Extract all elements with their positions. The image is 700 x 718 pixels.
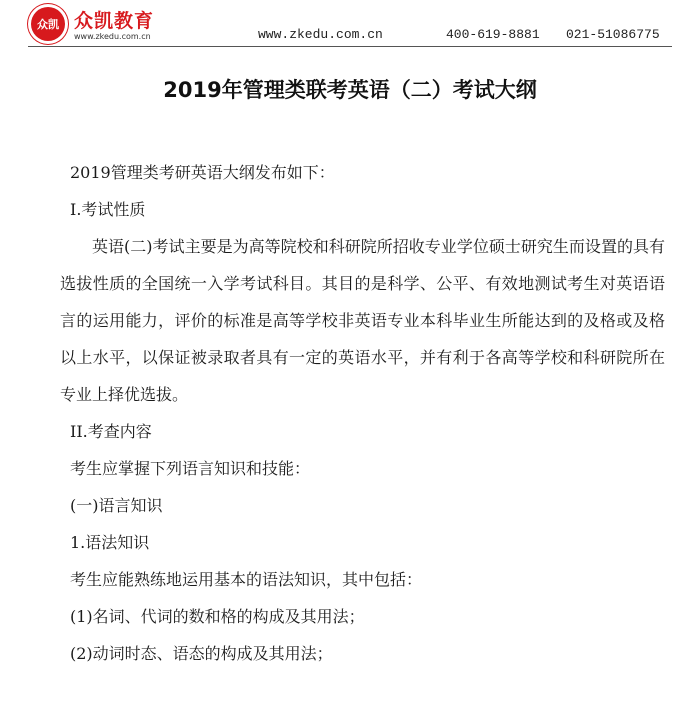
- document-title: 2019年管理类联考英语（二）考试大纲: [163, 78, 537, 102]
- section-heading-1: I.考试性质: [70, 200, 146, 219]
- logo-name: 众凯教育: [74, 10, 155, 32]
- header-phone-2: 021-51086775: [566, 27, 660, 42]
- body-paragraph: 英语(二)考试主要是为高等院校和科研院所招收专业学位硕士研究生而设置的具有选拔性质的全国统一入学考试科目。其目的是科学、公平、有效地测试考生对英语语言的运用能力，评价的标准是高等学校非英语专业本科毕业生所能达到的及格或及格以上水平，以保证被录取者具有一定的英语水平，并有利于各高等学校和科研院所在专业上择优选拔。: [60, 237, 665, 404]
- intro-line: 2019管理类考研英语大纲发布如下：: [70, 163, 335, 182]
- header-website[interactable]: www.zkedu.com.cn: [258, 27, 383, 42]
- header-phone-1: 400-619-8881: [446, 27, 540, 42]
- list-item: (1)名词、代词的数和格的构成及其用法；: [70, 607, 365, 626]
- body-line: 考生应能熟练地运用基本的语法知识，其中包括：: [70, 570, 423, 589]
- page-header: [0, 0, 700, 50]
- subsection-heading: (一)语言知识: [70, 496, 163, 515]
- list-item: (2)动词时态、语态的构成及其用法；: [70, 644, 333, 663]
- body-line: 考生应掌握下列语言知识和技能：: [70, 459, 311, 478]
- header-divider: [28, 46, 672, 47]
- logo-mark: 众凯: [28, 4, 68, 44]
- section-heading-2: II.考查内容: [70, 422, 152, 441]
- logo: [28, 4, 168, 46]
- document-body: [60, 154, 670, 672]
- logo-url: www.zkedu.com.cn: [74, 32, 151, 41]
- item-heading: 1.语法知识: [70, 533, 150, 552]
